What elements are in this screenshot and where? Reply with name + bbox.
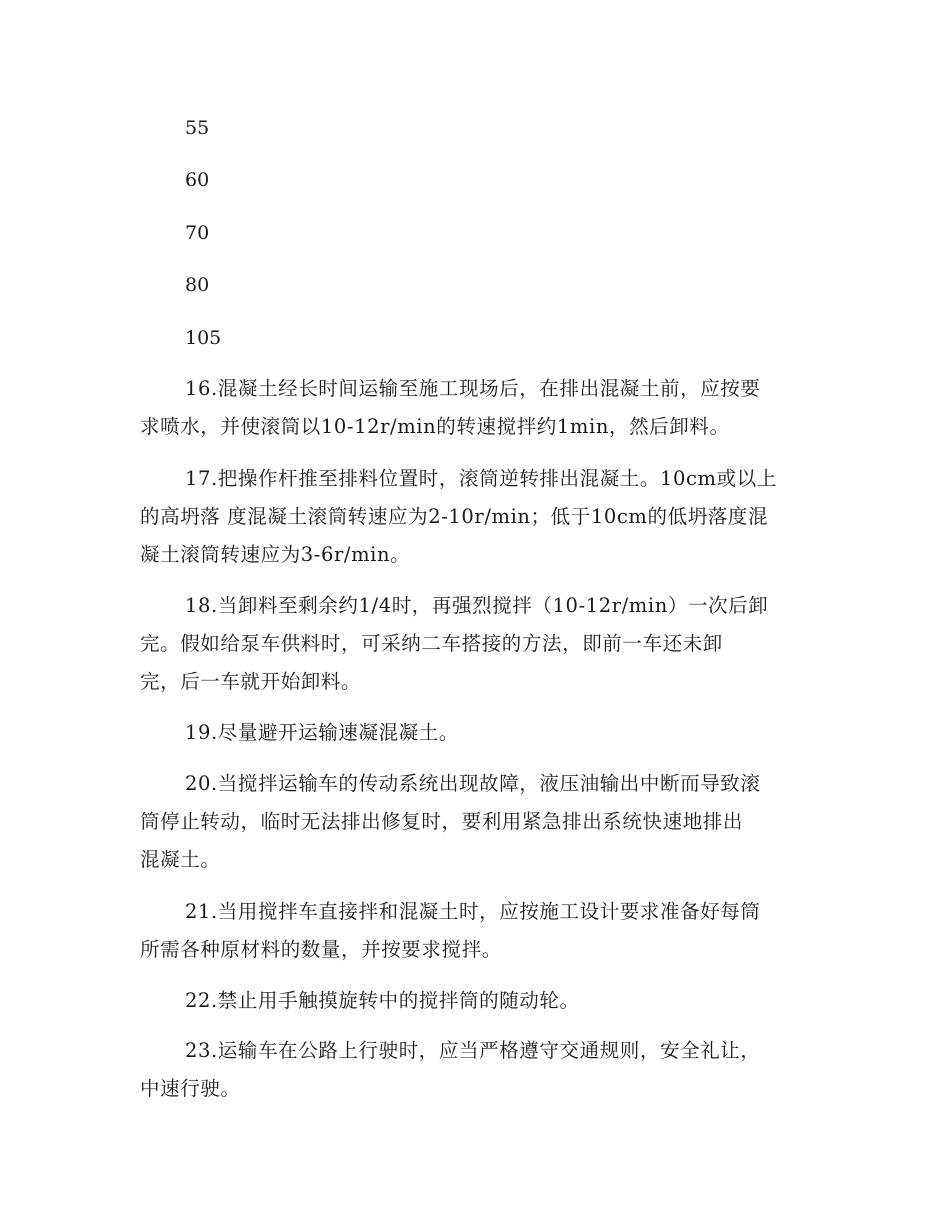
- paragraph-line: 17.把操作杆推至排料位置时，滚筒逆转排出混凝土。10cm或以上: [185, 467, 777, 490]
- paragraph-17: [140, 460, 816, 574]
- paragraph-16: [140, 370, 816, 446]
- paragraph-line: 20.当搅拌运输车的传动系统出现故障，液压油输出中断而导致滚: [185, 772, 761, 795]
- value-line: 55: [185, 117, 210, 139]
- paragraph-line: 凝土滚筒转速应为3-6r/min。: [140, 543, 411, 566]
- value-line: 70: [185, 222, 210, 244]
- paragraph-line: 18.当卸料至剩余约1/4时，再强烈搅拌（10-12r/min）一次后卸: [185, 594, 769, 617]
- value-line: 80: [185, 274, 210, 296]
- paragraph-line: 混凝土。: [140, 848, 221, 871]
- paragraph-21: [140, 893, 816, 969]
- value-line: 105: [185, 327, 222, 349]
- paragraph-line: 19.尽量避开运输速凝混凝土。: [185, 721, 460, 744]
- paragraph-line: 21.当用搅拌车直接拌和混凝土时，应按施工设计要求准备好每筒: [185, 900, 761, 923]
- paragraph-22: [140, 982, 816, 1020]
- value-line: 60: [185, 169, 210, 191]
- paragraph-line: 筒停止转动，临时无法排出修复时，要利用紧急排出系统快速地排出: [140, 810, 744, 833]
- paragraph-line: 所需各种原材料的数量，并按要求搅拌。: [140, 938, 502, 961]
- paragraph-23: [140, 1032, 816, 1108]
- paragraph-line: 16.混凝土经长时间运输至施工现场后，在排出混凝土前，应按要: [185, 377, 761, 400]
- paragraph-line: 完，后一车就开始卸料。: [140, 670, 362, 693]
- paragraph-20: [140, 765, 816, 879]
- paragraph-line: 中速行驶。: [140, 1077, 241, 1100]
- paragraph-line: 23.运输车在公路上行驶时，应当严格遵守交通规则，安全礼让，: [185, 1039, 761, 1062]
- paragraph-line: 完。假如给泵车供料时，可采纳二车搭接的方法，即前一车还未卸: [140, 632, 723, 655]
- paragraph-18: [140, 587, 816, 701]
- paragraph-line: 求喷水，并使滚筒以10-12r/min的转速搅拌约1min，然后卸料。: [140, 415, 730, 438]
- paragraph-line: 22.禁止用手触摸旋转中的搅拌筒的随动轮。: [185, 989, 580, 1012]
- paragraph-19: [140, 714, 816, 752]
- paragraph-line: 的高坍落 度混凝土滚筒转速应为2-10r/min；低于10cm的低坍落度混: [140, 505, 769, 528]
